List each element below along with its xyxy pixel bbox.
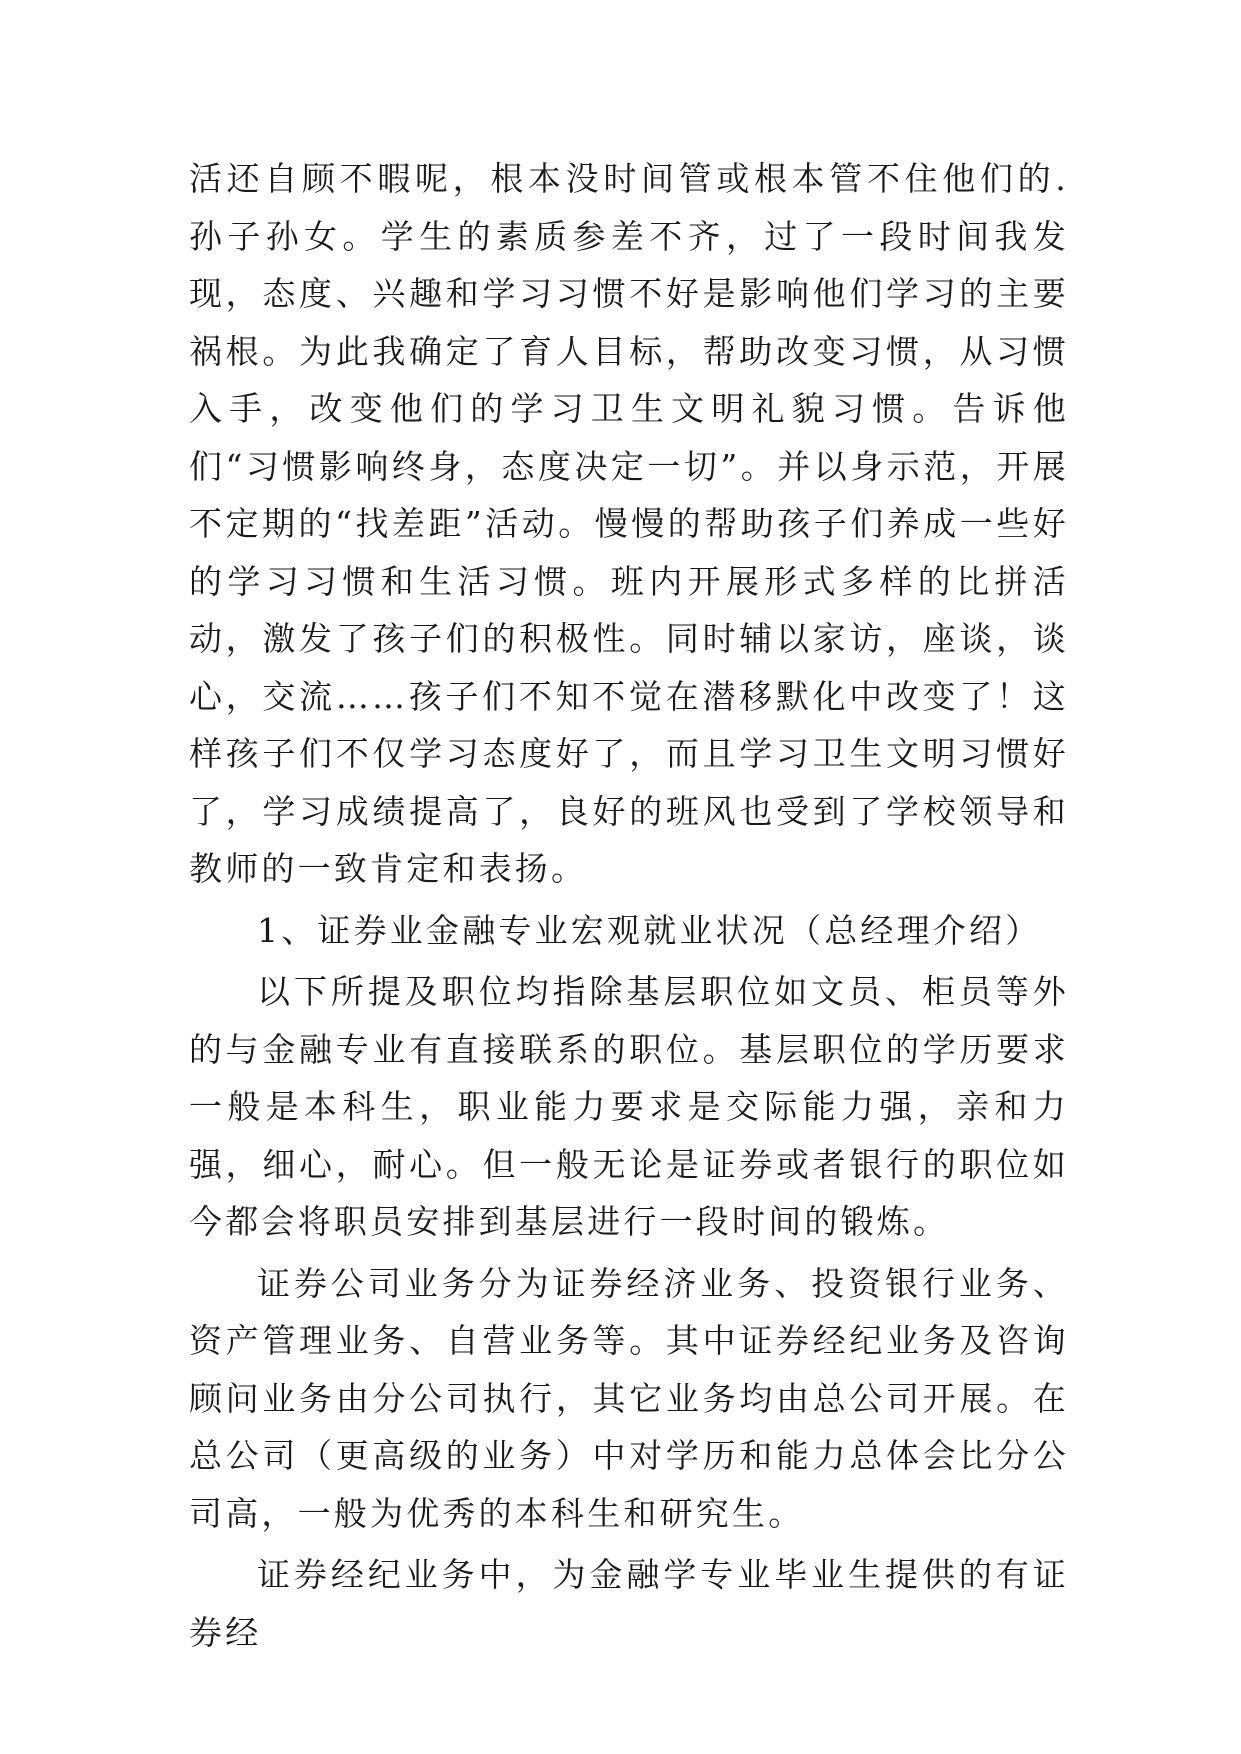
paragraph-securities-business: 证券公司业务分为证券经济业务、投资银行业务、资产管理业务、自营业务等。其中证券经纪业务及咨询顾问业务由分公司执行，其它业务均由总公司开展。在总公司（更高级的业务）中对学历和能力总体会比分公司高，一般为优秀的本科生和研究生。 bbox=[189, 1263, 1069, 1533]
document-body bbox=[189, 150, 1069, 1661]
section-heading: 1、证券业金融专业宏观就业状况（总经理介绍） bbox=[257, 910, 1042, 950]
paragraph-continuation: 活还自顾不暇呢，根本没时间管或根本管不住他们的.孙子孙女。学生的素质参差不齐，过了一段时间我发现，态度、兴趣和学习习惯不好是影响他们学习的主要祸根。为此我确定了育人目标，帮助改变习惯，从习惯入手，改变他们的学习卫生文明礼貌习惯。告诉他们“习惯影响终身，态度决定一切”。并以身示范，开展不定期的“找差距”活动。慢慢的帮助孩子们养成一些好的学习习惯和生活习惯。班内开展形式多样的比拼活动，激发了孩子们的积极性。同时辅以家访，座谈，谈心，交流……孩子们不知不觉在潜移默化中改变了！这样孩子们不仅学习态度好了，而且学习卫生文明习惯好了，学习成绩提高了，良好的班风也受到了学校领导和教师的一致肯定和表扬。 bbox=[189, 159, 1069, 888]
paragraph-brokerage: 证券经纪业务中，为金融学专业毕业生提供的有证券经 bbox=[189, 1555, 1069, 1652]
paragraph-positions: 以下所提及职位均指除基层职位如文员、柜员等外的与金融专业有直接联系的职位。基层职位的学历要求一般是本科生，职业能力要求是交际能力强，亲和力强，细心，耐心。但一般无论是证券或者银行的职位如今都会将职员安排到基层进行一段时间的锻炼。 bbox=[189, 972, 1069, 1241]
